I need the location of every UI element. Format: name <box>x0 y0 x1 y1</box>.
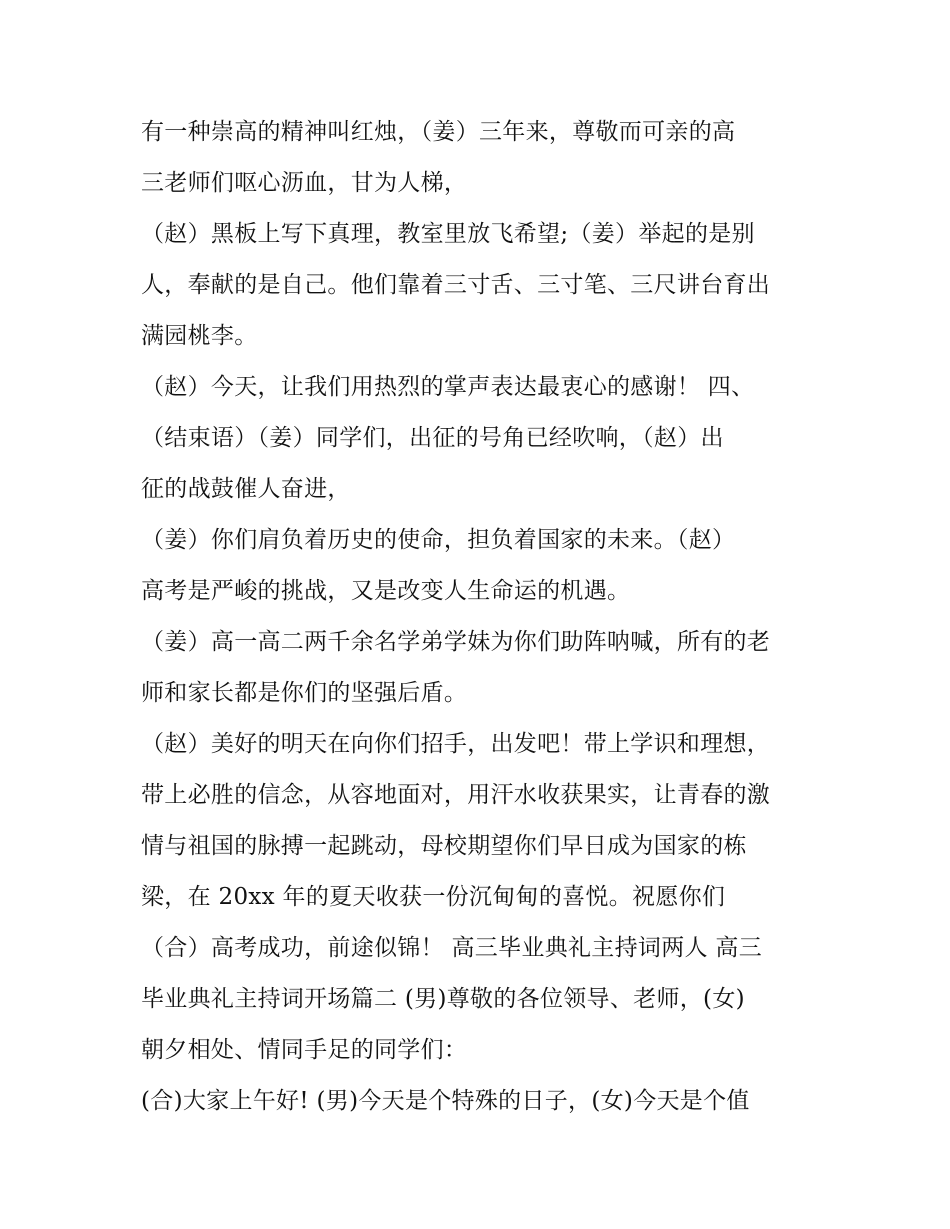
text-line: 满园桃李。 <box>141 323 258 349</box>
text-line: 高考是严峻的挑战，又是改变人生命运的机遇。 <box>141 578 631 604</box>
document-body <box>141 107 821 1127</box>
text-line: 师和家长都是你们的坚强后盾。 <box>141 680 468 706</box>
text-line: （姜）高一高二两千余名学弟学妹为你们助阵呐喊，所有的老 <box>141 629 771 655</box>
text-line: 梁，在 20xx 年的夏天收获一份沉甸甸的喜悦。祝愿你们 <box>141 884 726 910</box>
text-line: （姜）你们肩负着历史的使命，担负着国家的未来。（赵） <box>141 527 736 553</box>
text-line: （结束语）（姜）同学们，出征的号角已经吹响，（赵）出 <box>141 425 724 451</box>
text-line: （赵）黑板上写下真理，教室里放飞希望;（姜）举起的是别 <box>141 221 755 247</box>
text-line: 征的战鼓催人奋进， <box>141 476 351 502</box>
text-line: 三老师们呕心沥血，甘为人梯， <box>141 170 468 196</box>
text-line: （赵）今天，让我们用热烈的掌声表达最衷心的感谢！ 四、 <box>141 374 755 400</box>
text-line: 毕业典礼主持词开场篇二 (男)尊敬的各位领导、老师，(女) <box>141 986 745 1012</box>
text-line: 有一种崇高的精神叫红烛，（姜）三年来，尊敬而可亲的高 <box>141 119 736 145</box>
text-line: 人，奉献的是自己。他们靠着三寸舌、三寸笔、三尺讲台育出 <box>141 272 771 298</box>
text-line: 情与祖国的脉搏一起跳动，母校期望你们早日成为国家的栋 <box>141 833 747 859</box>
text-line: （合）高考成功，前途似锦！ 高三毕业典礼主持词两人 高三 <box>141 935 763 961</box>
text-line: 朝夕相处、情同手足的同学们： <box>141 1037 468 1063</box>
text-line: 带上必胜的信念，从容地面对，用汗水收获果实，让青春的激 <box>141 782 771 808</box>
text-line: (合)大家上午好! (男)今天是个特殊的日子，(女)今天是个值 <box>141 1088 750 1114</box>
text-line: （赵）美好的明天在向你们招手，出发吧！带上学识和理想， <box>141 731 771 757</box>
